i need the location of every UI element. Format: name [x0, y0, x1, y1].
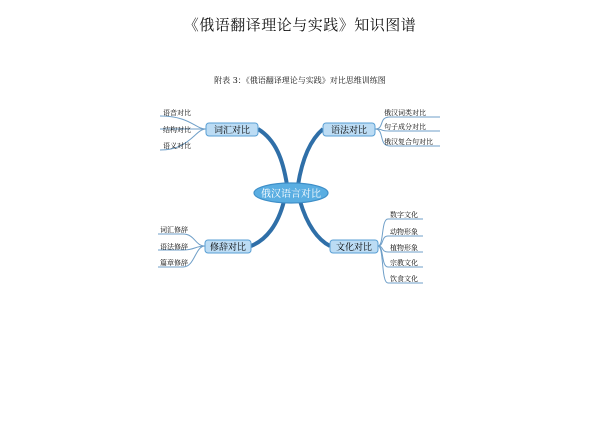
figure-caption: 附表 3：《俄语翻译理论与实践》对比思维训练图: [214, 76, 386, 85]
leaf-grammar-3: 俄汉复合句对比: [384, 138, 433, 146]
leaf-culture-3: 植物形象: [390, 244, 418, 252]
leaf-culture-5: 饮食文化: [390, 275, 418, 283]
center-node: [254, 183, 328, 203]
leaf-rhetoric-1: 词汇修辞: [160, 226, 188, 234]
branch-culture: [330, 210, 423, 283]
center-node-label: 俄汉语言对比: [261, 189, 321, 200]
branch-rhetoric-label: 修辞对比: [209, 243, 247, 253]
branch-grammar: [323, 108, 440, 146]
branch-rhetoric: [158, 225, 251, 267]
leaf-culture-4: 宗教文化: [390, 259, 418, 267]
leaf-vocabulary-2: 结构对比: [163, 126, 191, 134]
leaf-rhetoric-3: 篇章修辞: [160, 259, 188, 267]
leaf-culture-1: 数字文化: [390, 211, 418, 219]
branch-grammar-label: 语法对比: [330, 126, 368, 136]
connector-culture: [300, 201, 330, 246]
leaf-rhetoric-2: 语法修辞: [160, 243, 188, 251]
branch-vocabulary: [160, 108, 258, 150]
connector-rhetoric: [251, 201, 284, 246]
connector-grammar: [298, 129, 323, 185]
leaf-grammar-1: 俄汉词类对比: [384, 109, 426, 117]
leaf-vocabulary-3: 语义对比: [163, 142, 191, 150]
leaf-grammar-2: 句子成分对比: [384, 123, 426, 131]
connector-vocab: [258, 129, 287, 185]
page-title: 《俄语翻译理论与实践》知识图谱: [183, 16, 417, 34]
branch-culture-label: 文化对比: [335, 243, 373, 253]
leaf-culture-2: 动物形象: [390, 228, 418, 236]
leaf-vocabulary-1: 语音对比: [163, 109, 191, 117]
branch-vocabulary-label: 词汇对比: [213, 126, 251, 136]
